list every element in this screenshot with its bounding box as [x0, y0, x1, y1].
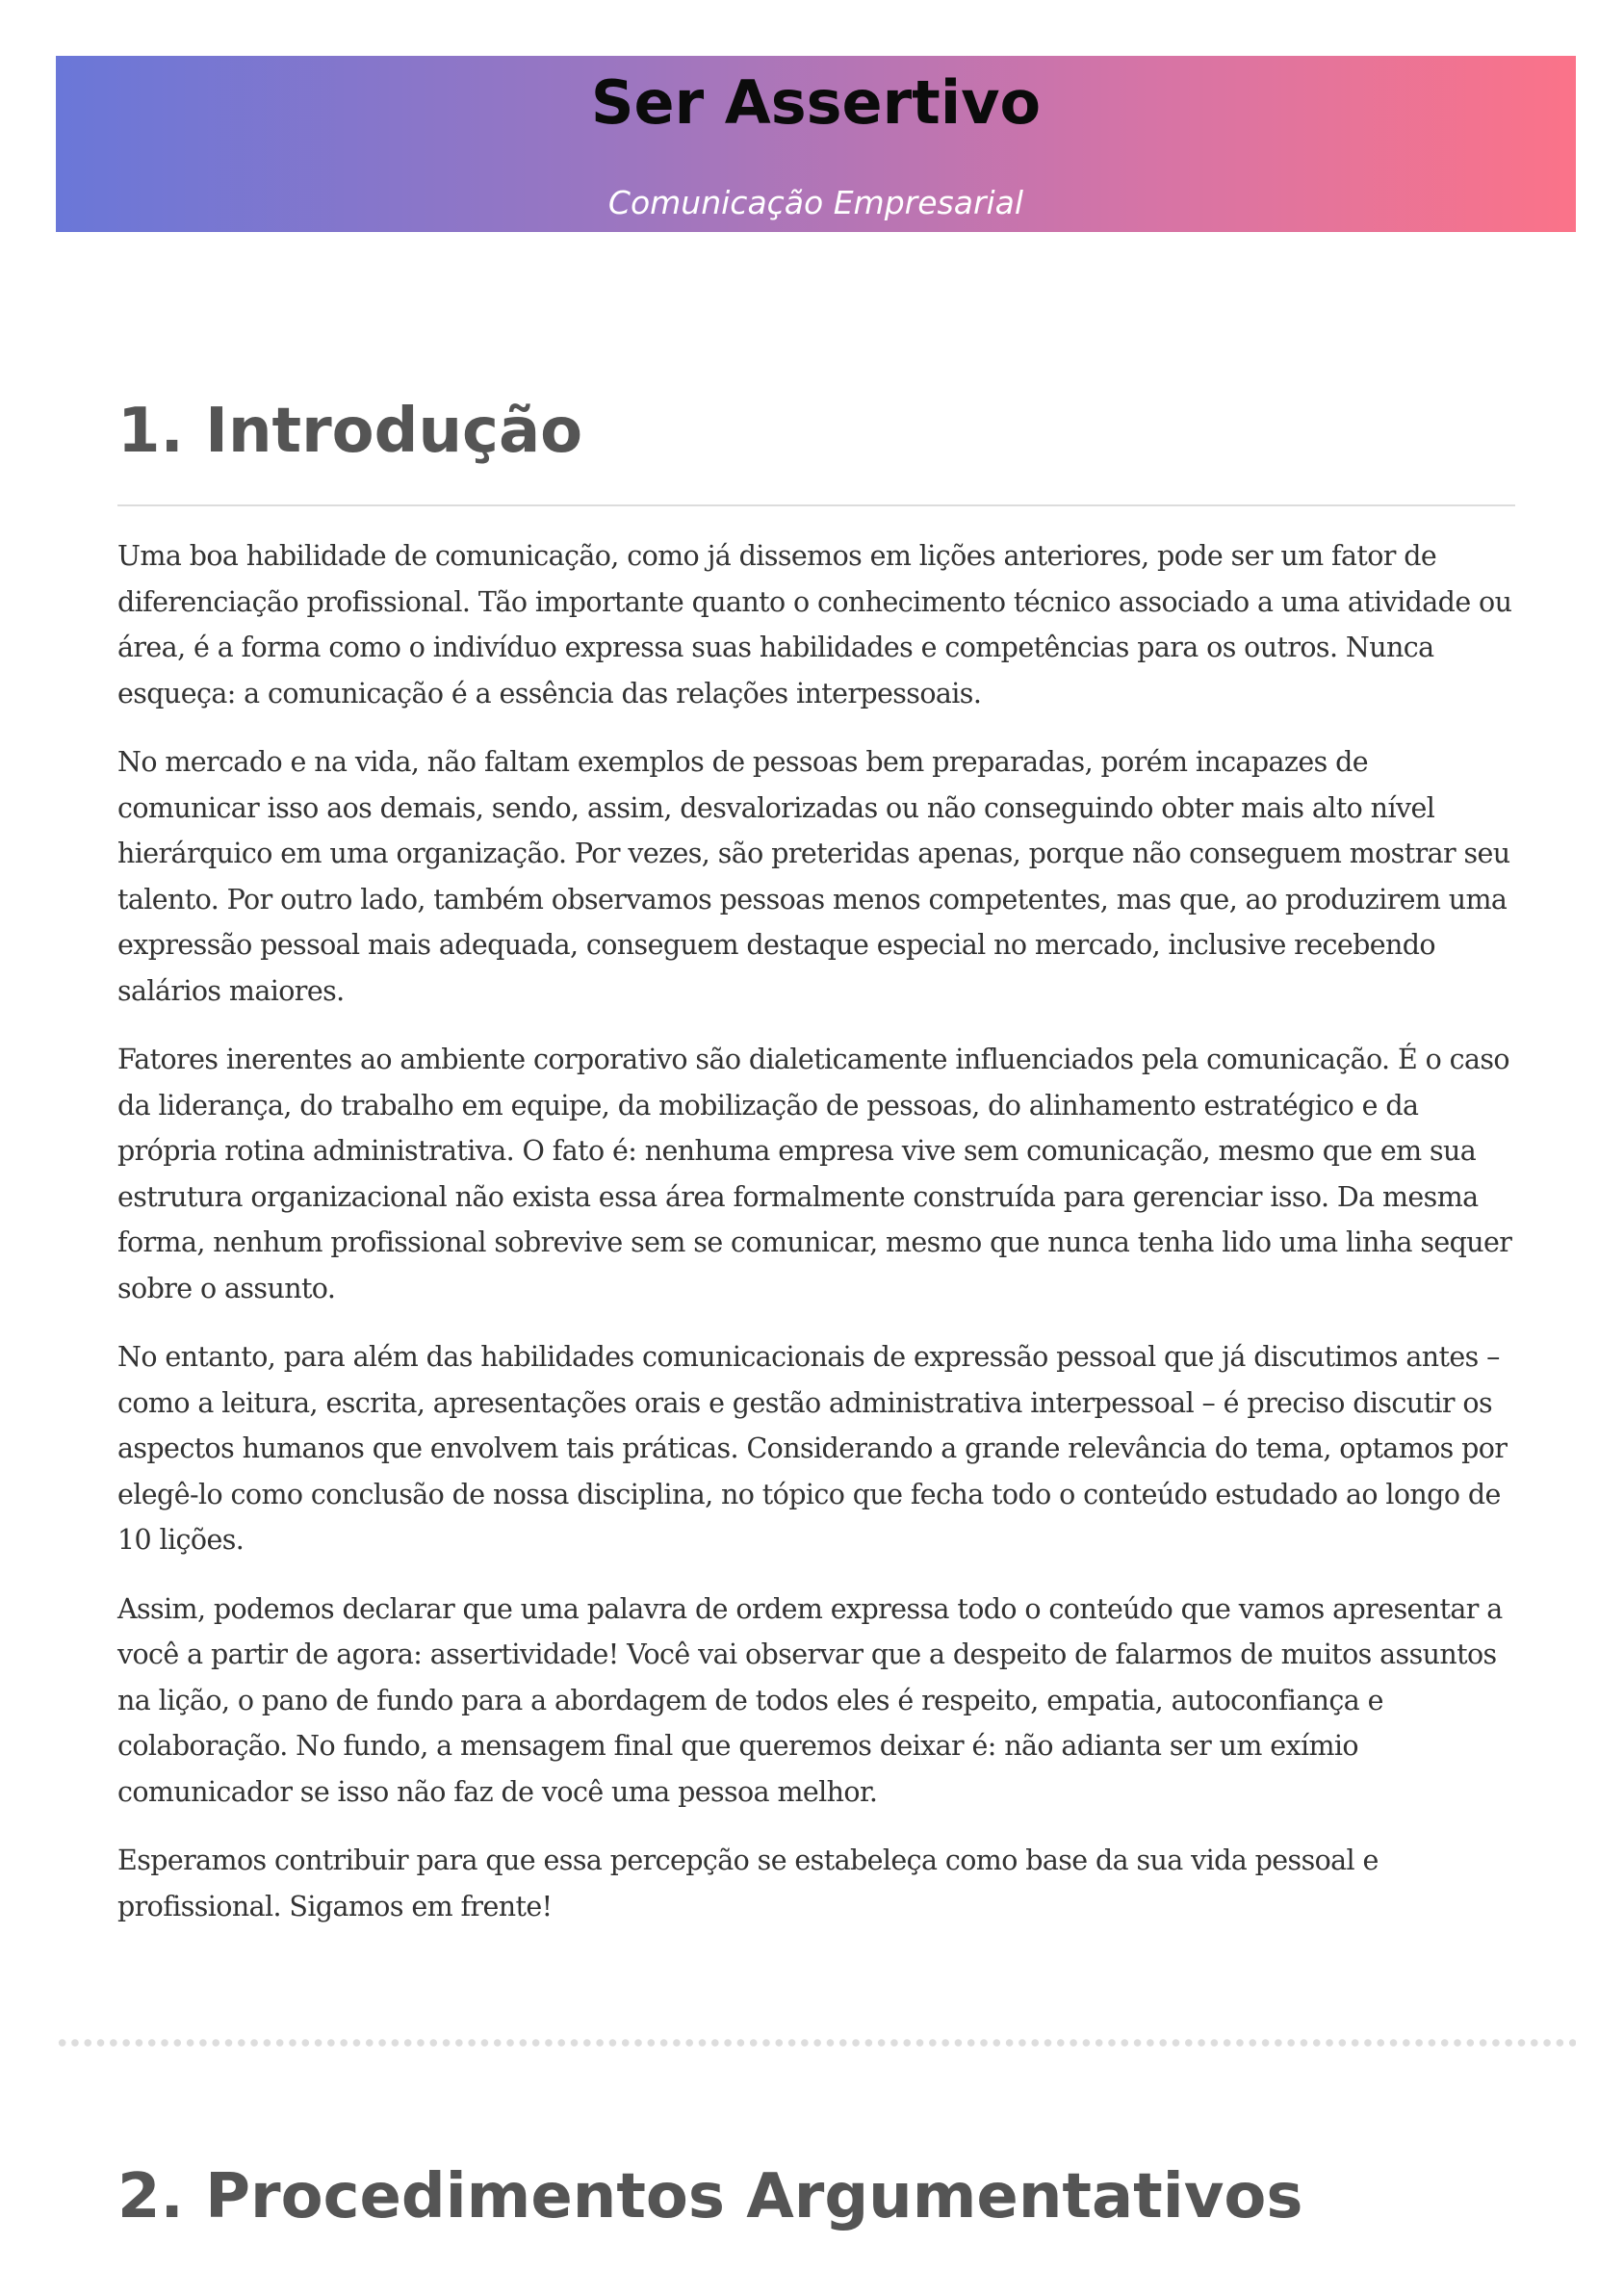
- document-title: Ser Assertivo: [590, 67, 1042, 138]
- paragraph: Fatores inerentes ao ambiente corporativo são dialeticamente influenciados pela comunicação. É o caso da liderança, do trabalho em equipe, da mobilização de pessoas, do alinhamento estratégico e da própria rotina administrativa. O fato é: nenhuma empresa vive sem comunicação, mesmo que em sua estrutura organizacional não exista essa área formalmente construída para gerenciar isso. Da mesma forma, nenhum profissional sobrevive sem se comunicar, mesmo que nunca tenha lido uma linha sequer sobre o assunto.: [117, 1044, 1512, 1304]
- paragraph: Esperamos contribuir para que essa percepção se estabeleça como base da sua vida pessoal e profissional. Sigamos em frente!: [117, 1845, 1379, 1922]
- section-divider-line: [117, 504, 1515, 506]
- section-heading-procedimentos: 2. Procedimentos Argumentativos: [117, 2161, 1303, 2232]
- dotted-section-separator: [56, 2038, 1576, 2048]
- paragraph: No mercado e na vida, não faltam exemplos de pessoas bem preparadas, porém incapazes de comunicar isso aos demais, sendo, assim, desvalorizadas ou não conseguindo obter mais alto nível hierárquico em uma organização. Por vezes, são preteridas apenas, porque não conseguem mostrar seu talento. Por outro lado, também observamos pessoas menos competentes, mas que, ao produzirem uma expressão pessoal mais adequada, conseguem destaque especial no mercado, inclusive recebendo salários maiores.: [117, 746, 1510, 1007]
- paragraph: Assim, podemos declarar que uma palavra de ordem expressa todo o conteúdo que vamos apresentar a você a partir de agora: assertividade! Você vai observar que a despeito de falarmos de muitos assuntos na lição, o pano de fundo para a abordagem de todos eles é respeito, empatia, autoconfiança e colaboração. No fundo, a mensagem final que queremos deixar é: não adianta ser um exímio comunicador se isso não faz de você uma pessoa melhor.: [117, 1592, 1503, 1808]
- paragraph: No entanto, para além das habilidades comunicacionais de expressão pessoal que já discutimos antes – como a leitura, escrita, apresentações orais e gestão administrativa interpessoal – é preciso discutir os aspectos humanos que envolvem tais práticas. Considerando a grande relevância do tema, optamos por elegê-lo como conclusão de nossa disciplina, no tópico que fecha todo o conteúdo estudado ao longo de 10 lições.: [117, 1341, 1508, 1556]
- section-body-introducao: [117, 533, 1515, 1952]
- paragraph: Uma boa habilidade de comunicação, como já dissemos em lições anteriores, pode ser um fator de diferenciação profissional. Tão importante quanto o conhecimento técnico associado a uma atividade ou área, é a forma como o indivíduo expressa suas habilidades e competências para os outros. Nunca esqueça: a comunicação é a essência das relações interpessoais.: [117, 540, 1512, 709]
- section-heading-introducao: 1. Introdução: [117, 396, 583, 467]
- header-banner: [56, 56, 1576, 232]
- document-subtitle: Comunicação Empresarial: [607, 184, 1024, 221]
